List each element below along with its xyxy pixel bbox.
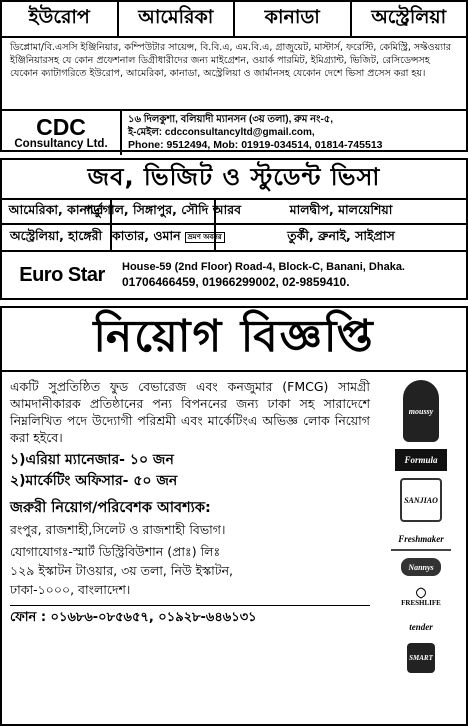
cdc-address: ১৬ দিলকুশা, বলিয়াদী ম্যানসন (৩য় তলা), রুম নং-৫, <box>128 114 334 125</box>
brand-logo-column <box>376 372 466 673</box>
moussy-logo: moussy <box>403 380 439 442</box>
recruitment-text <box>2 372 376 673</box>
cdc-advert <box>0 0 468 152</box>
destination-cell: আমেরিকা, কানাডা <box>2 200 112 225</box>
cdc-body-text: ডিপ্লোমা/বি.এসসি ইঞ্জিনিয়ার, কম্পিউটার সায়েন্স, বি.বি.এ, এম.বি.এ, গ্রাজুয়েট, মাস্টার্স, ফরেস্টি, কেমিস্ট্রি, সফ্টওয়্যার ইঞ্জিনিয়ারসহ যে কোন প্রফেশনাল ডিগ্রীধারীদের জন্য মাইগ্রেশন, ওয়ার্ক পারমিট, ইমিগ্র্যান্ট, ভিজিট, রেসিডেন্সসহ যেকোন ক্যাটাগরিতে ইউরোপ, আমেরিকা, কানাডা, অস্ট্রেলিয়া ও জার্মানসহ যেকোন দেশে ভিসা প্রসেস করা হয়। <box>10 42 451 79</box>
regions-text: রংপুর, রাজশাহী,সিলেট ও রাজশাহী বিভাগ। <box>10 522 226 537</box>
destination-text: কাতার, ওমান <box>112 227 181 243</box>
cdc-email: ই-মেইল: cdcconsultancyltd@gmail.com, <box>128 127 315 138</box>
contact-company: যোগাযোগঃ-স্মার্ট ডিস্ট্রিবিউশান (প্রাঃ) লিঃ <box>10 544 221 559</box>
eurostar-footer <box>2 252 466 298</box>
smart-logo: SMART <box>407 643 435 673</box>
destination-cell: অস্ট্রেলিয়া, হাঙ্গেরী <box>2 225 112 250</box>
leaf-icon <box>413 587 429 599</box>
cdc-logo <box>2 111 122 155</box>
sanjiao-logo: SANJIAO <box>400 478 442 522</box>
nannys-logo: Nannys <box>401 558 441 576</box>
freshlife-text: FRESHLIFE <box>401 599 441 607</box>
country-europe: ইউরোপ <box>2 2 119 36</box>
position-item: ২)মার্কেটিং অফিসার- ৫০ জন <box>10 473 178 489</box>
eurostar-contact <box>122 252 466 298</box>
position-item: ১)এরিয়া ম্যানেজার- ১০ জন <box>10 452 174 468</box>
destination-cell: মালদ্বীপ, মালয়েশিয়া <box>216 200 466 225</box>
country-header <box>2 2 466 38</box>
eurostar-advert <box>0 158 468 300</box>
eurostar-address: House-59 (2nd Floor) Road-4, Block-C, Banani, Dhaka. <box>122 261 405 273</box>
freshmaker-logo: Freshmaker <box>391 529 451 551</box>
cdc-logo-subtext: Consultancy Ltd. <box>14 137 108 150</box>
cdc-footer <box>2 109 466 155</box>
cdc-logo-text: CDC <box>36 113 86 140</box>
cdc-phone: Phone: 9512494, Mob: 01919-034514, 01814-745513 <box>128 139 383 151</box>
contact-block <box>10 542 370 599</box>
formula-logo: Formula <box>395 449 447 471</box>
eurostar-logo: Euro Star <box>19 263 105 286</box>
eurostar-phones: 01706466459, 01966299002, 02-9859410. <box>122 275 350 289</box>
country-america: আমেরিকা <box>119 2 236 36</box>
destination-cell: পর্তুগাল, সিঙ্গাপুর, সৌদি আরব <box>112 200 216 225</box>
cdc-contact <box>122 111 466 155</box>
country-canada: কানাডা <box>235 2 352 36</box>
contact-city: ঢাকা-১০০০, বাংলাদেশ। <box>10 582 131 597</box>
recruitment-body <box>2 372 466 673</box>
contact-phone: ফোন : ০১৬৮৬-০৮৫৬৫৭, ০১৯২৮-৬৪৬১৩১ <box>10 605 370 626</box>
urgent-heading: জরুরী নিয়োগ/পরিবেশক আবশ্যক: <box>10 500 211 516</box>
recruitment-title: নিয়োগ বিজ্ঞপ্তি <box>2 308 466 372</box>
eurostar-title: জব, ভিজিট ও স্টুডেন্ট ভিসা <box>2 160 466 200</box>
destination-grid <box>2 200 466 252</box>
recruitment-intro: একটি সুপ্রতিষ্ঠিত ফুড বেভারেজ এবং কনজুমার (FMCG) সামগ্রী আমদানীকারক প্রতিষ্ঠানের পন্য বিপননের জন্য ঢাকা সহ সারাদেশে নিম্নলিখিত পদে উদ্যোগী পরিশ্রমী এবং মার্কেটিংএ অভিজ্ঞ লোক নিয়োগ করা হইবে। <box>10 379 370 445</box>
destination-cell <box>112 225 222 250</box>
destination-cell: তুর্কী, ব্রুনাই, সাইপ্রাস <box>287 227 395 243</box>
tender-logo: tender <box>396 618 446 636</box>
recruitment-advert <box>0 306 468 726</box>
country-australia: অস্ট্রেলিয়া <box>371 6 447 28</box>
contact-address: ১২৯ ইস্কাটন টাওয়ার, ৩য় তলা, নিউ ইস্কাটন, <box>10 563 234 578</box>
travel-logo: ভ্রমণ অবসর <box>185 232 225 243</box>
freshlife-logo <box>396 583 446 611</box>
